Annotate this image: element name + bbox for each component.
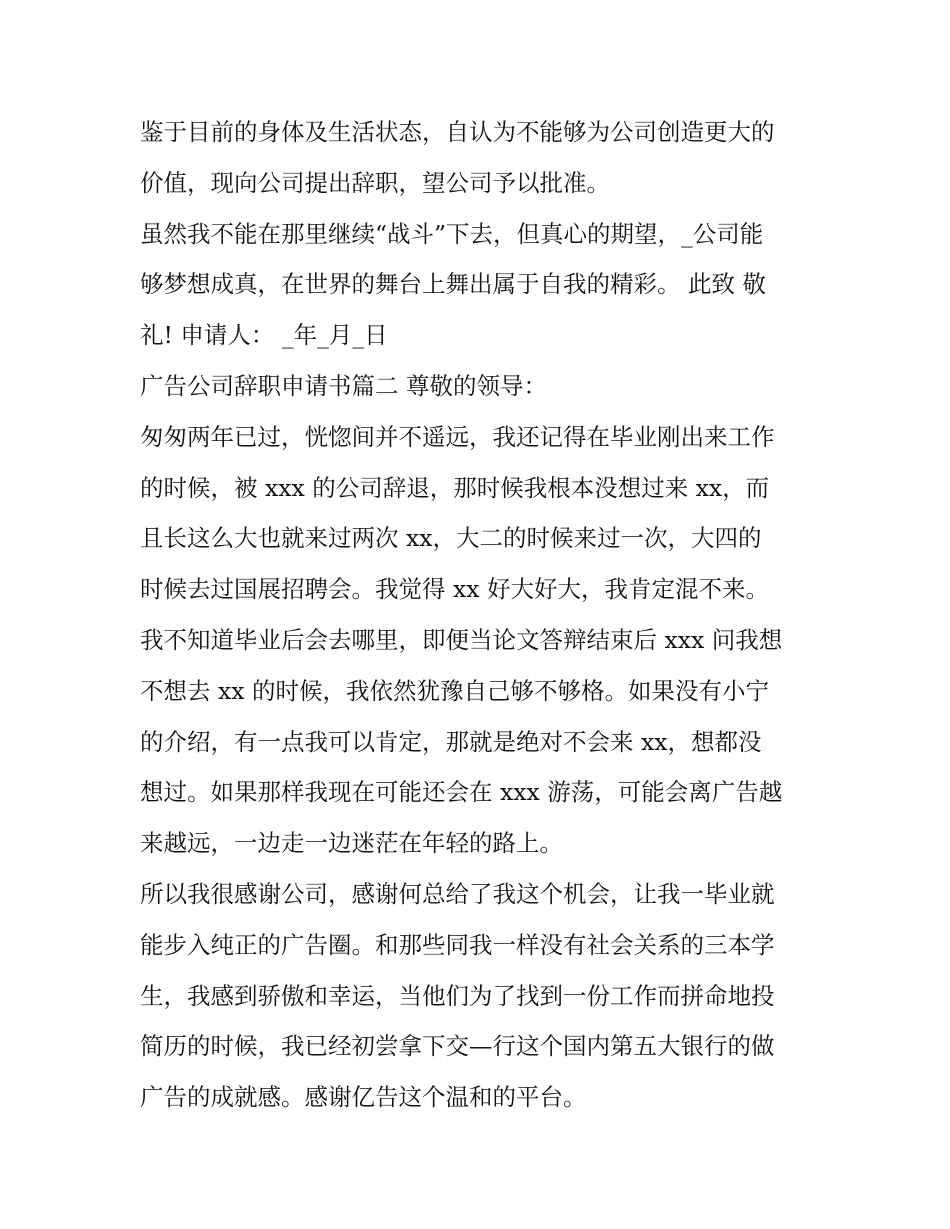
text-line: 虽然我不能在那里继续“战斗”下去，但真心的期望，_公司能: [140, 219, 764, 248]
text-line: 且长这么大也就来过两次 xx，大二的时候来过一次，大四的: [140, 524, 762, 553]
text-line: 的时候，被 xxx 的公司辞退，那时候我根本没想过来 xx，而: [140, 473, 770, 502]
text-line: 广告的成就感。感谢亿告这个温和的平台。: [140, 1083, 587, 1112]
text-line: 够梦想成真，在世界的舞台上舞出属于自我的精彩。 此致 敬: [140, 270, 766, 299]
text-line: 生，我感到骄傲和幸运，当他们为了找到一份工作而拼命地投: [140, 981, 775, 1010]
text-line: 时候去过国展招聘会。我觉得 xx 好大好大，我肯定混不来。: [140, 575, 769, 604]
text-line: 所以我很感谢公司，感谢何总给了我这个机会，让我一毕业就: [140, 879, 775, 908]
document-body: [140, 107, 820, 1123]
text-line: 能步入纯正的广告圈。和那些同我一样没有社会关系的三本学: [140, 930, 775, 959]
text-line: 简历的时候，我已经初尝拿下交—行这个国内第五大银行的做: [140, 1032, 775, 1061]
text-line: 鉴于目前的身体及生活状态，自认为不能够为公司创造更大的: [140, 118, 775, 146]
text-line: 价值，现向公司提出辞职，望公司予以批准。: [140, 168, 610, 197]
text-line: 的介绍，有一点我可以肯定，那就是绝对不会来 xx，想都没: [140, 727, 762, 756]
text-line: 来越远，一边走一边迷茫在年轻的路上。: [140, 829, 563, 858]
section-heading-line: 广告公司辞职申请书篇二 尊敬的领导：: [140, 371, 547, 400]
text-line: 我不知道毕业后会去哪里，即便当论文答辩结束后 xxx 问我想: [140, 625, 783, 654]
text-line: 礼! 申请人： _年_月_日: [140, 321, 388, 350]
text-line: 想过。如果那样我现在可能还会在 xxx 游荡，可能会离广告越: [140, 778, 783, 807]
text-line: 匆匆两年已过，恍惚间并不遥远，我还记得在毕业刚出来工作: [140, 422, 775, 451]
text-line: 不想去 xx 的时候，我依然犹豫自己够不够格。如果没有小宁: [140, 676, 769, 705]
